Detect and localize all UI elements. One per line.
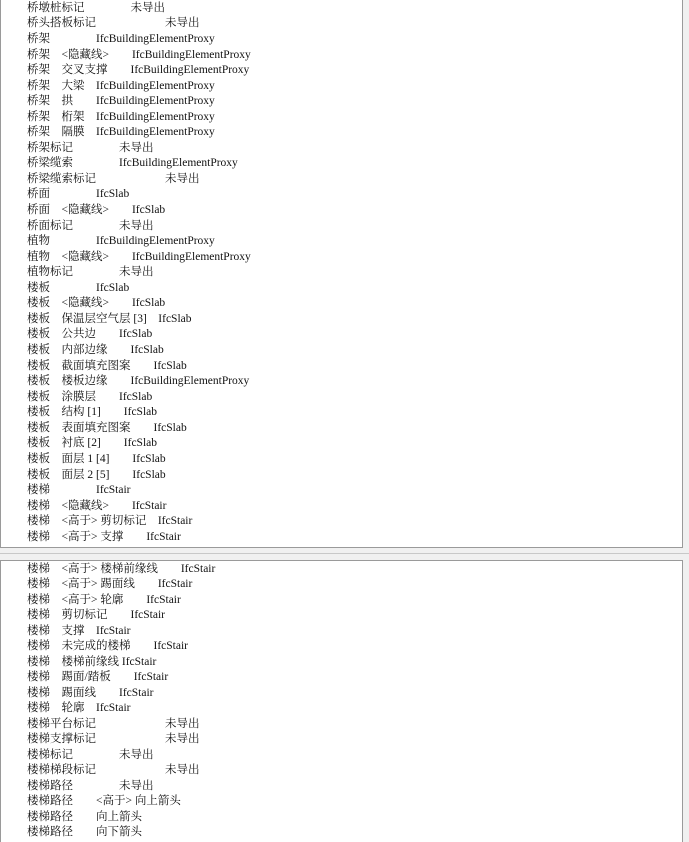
text-line: 桥梁缆索标记 未导出 [27,173,200,185]
text-line: 楼梯 IfcStair [27,484,131,496]
text-line: 桥架 拱 IfcBuildingElementProxy [27,95,215,107]
text-line: 桥架 IfcBuildingElementProxy [27,33,215,45]
text-line: 植物标记 未导出 [27,266,154,278]
text-line: 楼梯 踢面线 IfcStair [27,687,154,699]
text-line: 楼板 <隐藏线> IfcSlab [27,297,166,309]
text-line: 楼梯 <高于> 剪切标记 IfcStair [27,515,193,527]
text-line: 楼板 衬底 [2] IfcSlab [27,437,157,449]
text-line: 楼梯 <高于> 轮廓 IfcStair [27,594,181,606]
text-line: 楼梯平台标记 未导出 [27,718,200,730]
text-line: 楼梯路径 未导出 [27,780,154,792]
text-line: 楼板 面层 2 [5] IfcSlab [27,469,166,481]
text-line: 楼梯 楼梯前缘线 IfcStair [27,656,157,668]
text-line: 楼板 面层 1 [4] IfcSlab [27,453,166,465]
text-line: 桥墩桩标记 未导出 [27,2,165,14]
text-line: 楼梯 <高于> 踢面线 IfcStair [27,578,193,590]
text-line: 楼梯路径 <高于> 向上箭头 [27,795,181,807]
text-line: 楼梯 <隐藏线> IfcStair [27,500,167,512]
text-line: 桥架 隔膜 IfcBuildingElementProxy [27,126,215,138]
text-line: 楼梯 <高于> 支撑 IfcStair [27,531,181,543]
text-line: 楼板 涂膜层 IfcSlab [27,391,153,403]
text-line: 桥面 IfcSlab [27,188,130,200]
text-line: 桥头搭板标记 未导出 [27,17,200,29]
text-line: 楼梯路径 向上箭头 [27,811,142,823]
text-line: 楼梯 轮廓 IfcStair [27,702,131,714]
text-line: 植物 <隐藏线> IfcBuildingElementProxy [27,251,251,263]
text-line: 楼板 楼板边缘 IfcBuildingElementProxy [27,375,250,387]
text-line: 楼板 IfcSlab [27,282,130,294]
text-line: 楼梯 剪切标记 IfcStair [27,609,165,621]
text-line: 桥架 <隐藏线> IfcBuildingElementProxy [27,49,251,61]
text-line: 楼梯路径 向下箭头 [27,826,142,838]
text-line: 桥架 桁架 IfcBuildingElementProxy [27,111,215,123]
page-break [0,548,689,560]
text-line: 楼板 保温层空气层 [3] IfcSlab [27,313,192,325]
text-line: 楼板 内部边缘 IfcSlab [27,344,164,356]
text-line: 楼梯 支撑 IfcStair [27,625,131,637]
text-line: 楼板 截面填充图案 IfcSlab [27,360,187,372]
text-line: 桥面标记 未导出 [27,220,154,232]
text-line: 楼梯标记 未导出 [27,749,154,761]
text-line: 桥梁缆索 IfcBuildingElementProxy [27,157,238,169]
text-line: 楼梯 <高于> 楼梯前缘线 IfcStair [27,563,216,575]
text-line: 楼梯 未完成的楼梯 IfcStair [27,640,188,652]
text-line: 楼梯梯段标记 未导出 [27,764,200,776]
text-line: 桥架 交叉支撑 IfcBuildingElementProxy [27,64,250,76]
text-line: 楼板 表面填充图案 IfcSlab [27,422,187,434]
document-page-2 [0,560,683,842]
text-line: 桥面 <隐藏线> IfcSlab [27,204,166,216]
text-line: 桥架标记 未导出 [27,142,154,154]
text-line: 楼梯支撑标记 未导出 [27,733,200,745]
text-line: 楼板 公共边 IfcSlab [27,328,153,340]
text-line: 桥架 大梁 IfcBuildingElementProxy [27,80,215,92]
text-line: 植物 IfcBuildingElementProxy [27,235,215,247]
text-line: 楼梯 踢面/踏板 IfcStair [27,671,169,683]
text-line: 楼板 结构 [1] IfcSlab [27,406,157,418]
